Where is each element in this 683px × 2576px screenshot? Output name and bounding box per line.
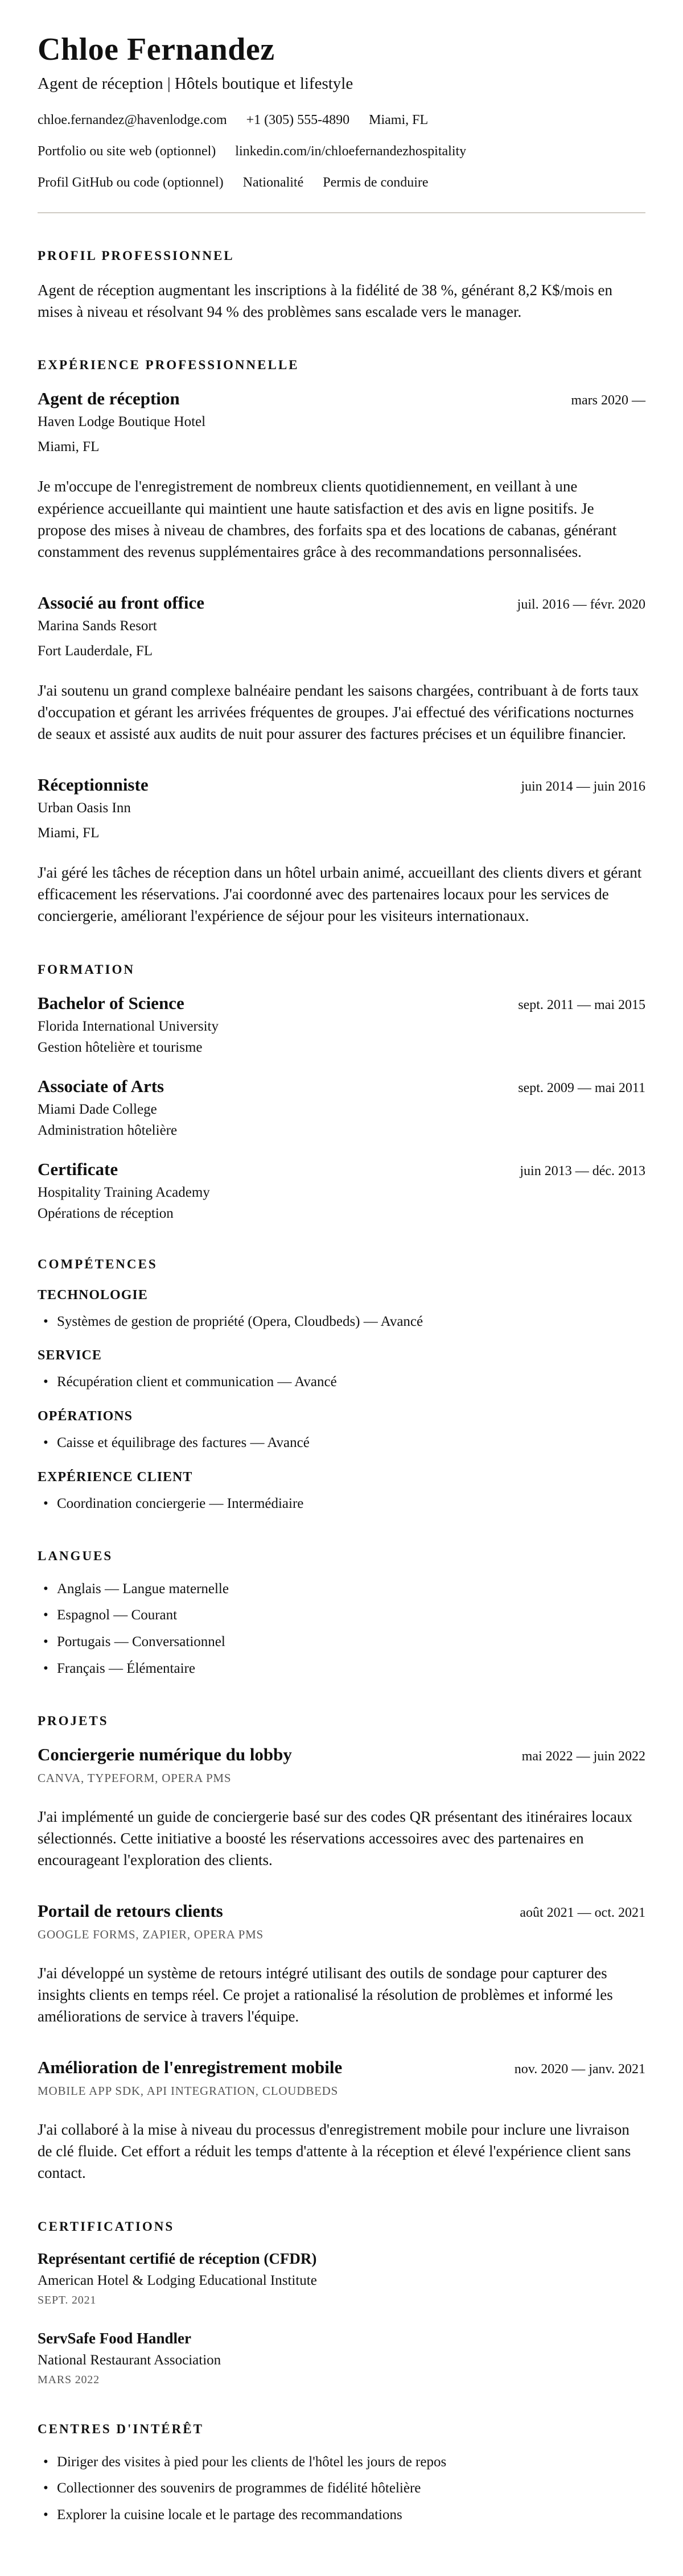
job-location: Fort Lauderdale, FL xyxy=(38,643,153,659)
education-dates: juin 2013 — déc. 2013 xyxy=(520,1163,645,1179)
project-description: J'ai développé un système de retours intégré utilisant des outils de sondage pour capturer des insights clients en temps réel. Ce projet a rationalisé la résolution de problèmes et informé les améliorations de service à travers l'équipe. xyxy=(38,1964,613,2025)
language-item: • Français — Élémentaire xyxy=(38,1659,645,1678)
project-title: Conciergerie numérique du lobby xyxy=(38,1744,292,1764)
job-dates: juin 2014 — juin 2016 xyxy=(521,779,645,794)
section-experience xyxy=(38,358,645,927)
job-title: Réceptionniste xyxy=(38,774,149,795)
certification-issuer: National Restaurant Association xyxy=(38,2352,221,2368)
skill-category xyxy=(38,1470,645,1514)
company-name: Marina Sands Resort xyxy=(38,618,157,634)
project-description: J'ai collaboré à la mise à niveau du processus d'enregistrement mobile pour inclure une livraison de clé fluide. Cet effort a réduit les temps d'attente à la réception et élevé l'expérience client sans contact. xyxy=(38,2120,631,2182)
project-title: Amélioration de l'enregistrement mobile xyxy=(38,2057,343,2077)
skill-item: • Caisse et équilibrage des factures — Avancé xyxy=(38,1433,645,1453)
skill-category xyxy=(38,1288,645,1332)
education-entry xyxy=(38,993,645,1056)
certification-date: MARS 2022 xyxy=(38,2373,100,2386)
section-heading-experience: EXPÉRIENCE PROFESSIONNELLE xyxy=(38,358,299,373)
skill-category-heading: SERVICE xyxy=(38,1348,102,1363)
skill-list xyxy=(38,1494,645,1514)
skill-category-heading: TECHNOLOGIE xyxy=(38,1287,148,1303)
education-dates: sept. 2011 — mai 2015 xyxy=(518,997,645,1012)
nationality-text: Nationalité xyxy=(242,175,304,190)
interest-item: • Explorer la cuisine locale et le partage des recommandations xyxy=(38,2505,645,2525)
certification-title: ServSafe Food Handler xyxy=(38,2329,191,2347)
certification-entry xyxy=(38,2330,645,2387)
project-dates: nov. 2020 — janv. 2021 xyxy=(514,2061,645,2077)
github-text: Profil GitHub ou code (optionnel) xyxy=(38,175,224,190)
school-name: Florida International University xyxy=(38,1018,219,1034)
certification-title: Représentant certifié de réception (CFDR) xyxy=(38,2250,317,2267)
location-text: Miami, FL xyxy=(369,112,429,127)
school-name: Hospitality Training Academy xyxy=(38,1184,210,1200)
education-entry-head xyxy=(38,1159,645,1180)
profile-summary: Agent de réception augmentant les inscriptions à la fidélité de 38 %, générant 8,2 K$/mois en mises à niveau et résolvant 94 % des problèmes sans escalade vers le manager. xyxy=(38,281,612,321)
email-text: chloe.fernandez@havenlodge.com xyxy=(38,112,227,127)
contact-row-3 xyxy=(38,175,645,191)
project-entry-head xyxy=(38,2057,645,2078)
project-description: J'ai implémenté un guide de conciergerie basé sur des codes QR présentant des itinéraires locaux sélectionnés. Cette initiative a boosté les réservations accessoires avec des partenaires en encourageant l'exploration des clients. xyxy=(38,1808,633,1869)
contact-row-1 xyxy=(38,113,645,128)
section-heading-languages: LANGUES xyxy=(38,1548,113,1563)
skill-list xyxy=(38,1433,645,1453)
degree-title: Certificate xyxy=(38,1159,118,1179)
linkedin-text: linkedin.com/in/chloefernandezhospitality xyxy=(235,143,467,159)
certification-issuer: American Hotel & Lodging Educational Institute xyxy=(38,2272,317,2288)
section-heading-interests: CENTRES D'INTÉRÊT xyxy=(38,2421,204,2436)
field-of-study: Gestion hôtelière et tourisme xyxy=(38,1039,203,1055)
interest-item: • Diriger des visites à pied pour les clients de l'hôtel les jours de repos xyxy=(38,2453,645,2472)
job-location: Miami, FL xyxy=(38,439,100,455)
section-heading-projects: PROJETS xyxy=(38,1713,109,1728)
section-heading-profile: PROFIL PROFESSIONNEL xyxy=(38,248,234,263)
skill-category xyxy=(38,1409,645,1453)
interest-item: • Collectionner des souvenirs de programmes de fidélité hôtelière xyxy=(38,2479,645,2498)
section-projects xyxy=(38,1714,645,2184)
skill-category xyxy=(38,1348,645,1392)
candidate-title: Agent de réception | Hôtels boutique et lifestyle xyxy=(38,74,353,93)
school-name: Miami Dade College xyxy=(38,1101,157,1117)
project-entry-head xyxy=(38,1744,645,1765)
job-dates: mars 2020 — xyxy=(571,393,645,408)
section-languages xyxy=(38,1549,645,1678)
section-skills xyxy=(38,1257,645,1514)
experience-entry-head xyxy=(38,593,645,613)
experience-entry xyxy=(38,593,645,745)
skill-item: • Coordination conciergerie — Intermédiaire xyxy=(38,1494,645,1514)
degree-title: Associate of Arts xyxy=(38,1076,164,1096)
skill-list xyxy=(38,1312,645,1332)
experience-entry-head xyxy=(38,775,645,795)
job-dates: juil. 2016 — févr. 2020 xyxy=(517,597,645,612)
company-name: Haven Lodge Boutique Hotel xyxy=(38,414,206,430)
job-title: Associé au front office xyxy=(38,592,205,613)
language-item: • Portugais — Conversationnel xyxy=(38,1632,645,1652)
resume-header xyxy=(38,32,645,213)
job-description: Je m'occupe de l'enregistrement de nombreux clients quotidiennement, en veillant à une expérience accueillante qui maintient une haute satisfaction et des avis en ligne positifs. Je propose des mises à niveau de chambres, des forfaits spa et des locations de cabanas, générant constamment des revenus supplémentaires grâce à des recommandations personnalisées. xyxy=(38,478,617,561)
skill-item: • Systèmes de gestion de propriété (Opera, Cloudbeds) — Avancé xyxy=(38,1312,645,1332)
section-heading-certifications: CERTIFICATIONS xyxy=(38,2219,175,2234)
certification-date: SEPT. 2021 xyxy=(38,2293,97,2306)
section-certifications xyxy=(38,2219,645,2387)
language-item: • Anglais — Langue maternelle xyxy=(38,1579,645,1599)
education-entry xyxy=(38,1159,645,1222)
project-title: Portail de retours clients xyxy=(38,1900,223,1921)
skill-category-heading: EXPÉRIENCE CLIENT xyxy=(38,1469,193,1485)
project-entry-head xyxy=(38,1901,645,1921)
section-education xyxy=(38,962,645,1222)
contact-row-2 xyxy=(38,144,645,159)
field-of-study: Administration hôtelière xyxy=(38,1122,178,1138)
section-heading-education: FORMATION xyxy=(38,962,135,977)
header-divider xyxy=(38,212,645,213)
driving-license-text: Permis de conduire xyxy=(323,175,429,190)
job-location: Miami, FL xyxy=(38,825,100,841)
project-tools: MOBILE APP SDK, API INTEGRATION, CLOUDBEDS xyxy=(38,2083,339,2098)
education-entry-head xyxy=(38,993,645,1014)
project-entry xyxy=(38,1901,645,2028)
experience-entry-head xyxy=(38,388,645,409)
field-of-study: Opérations de réception xyxy=(38,1205,174,1221)
education-dates: sept. 2009 — mai 2011 xyxy=(518,1080,645,1095)
degree-title: Bachelor of Science xyxy=(38,993,184,1013)
language-list xyxy=(38,1579,645,1678)
education-entry-head xyxy=(38,1076,645,1097)
experience-entry xyxy=(38,775,645,927)
skill-item: • Récupération client et communication — Avancé xyxy=(38,1372,645,1392)
section-interests xyxy=(38,2422,645,2525)
project-tools: GOOGLE FORMS, ZAPIER, OPERA PMS xyxy=(38,1927,264,1941)
skill-category-heading: OPÉRATIONS xyxy=(38,1409,133,1424)
section-profile xyxy=(38,249,645,323)
education-entry xyxy=(38,1076,645,1139)
interest-list xyxy=(38,2453,645,2525)
project-entry xyxy=(38,1744,645,1871)
project-dates: août 2021 — oct. 2021 xyxy=(520,1905,645,1920)
experience-entry xyxy=(38,388,645,563)
certification-entry xyxy=(38,2250,645,2307)
language-item: • Espagnol — Courant xyxy=(38,1606,645,1625)
project-entry xyxy=(38,2057,645,2184)
project-tools: CANVA, TYPEFORM, OPERA PMS xyxy=(38,1771,232,1785)
section-heading-skills: COMPÉTENCES xyxy=(38,1256,158,1271)
job-title: Agent de réception xyxy=(38,388,180,409)
company-name: Urban Oasis Inn xyxy=(38,800,131,816)
skill-list xyxy=(38,1372,645,1392)
job-description: J'ai géré les tâches de réception dans un hôtel urbain animé, accueillant des clients divers et gérant efficacement les réservations. J'ai coordonné avec des partenaires locaux pour les services de conciergerie, améliorant l'expérience de séjour pour les visiteurs internationaux. xyxy=(38,863,642,925)
project-dates: mai 2022 — juin 2022 xyxy=(521,1748,645,1764)
phone-text: +1 (305) 555-4890 xyxy=(246,112,350,127)
portfolio-text: Portfolio ou site web (optionnel) xyxy=(38,143,216,159)
job-description: J'ai soutenu un grand complexe balnéaire pendant les saisons chargées, contribuant à de forts taux d'occupation et gérant les arrivées fréquentes de groupes. J'ai effectué des vérifications nocturnes de seaux et assisté aux audits de nuit pour assurer des factures précises et un équilibre financier. xyxy=(38,681,639,743)
candidate-name: Chloe Fernandez xyxy=(38,32,275,67)
